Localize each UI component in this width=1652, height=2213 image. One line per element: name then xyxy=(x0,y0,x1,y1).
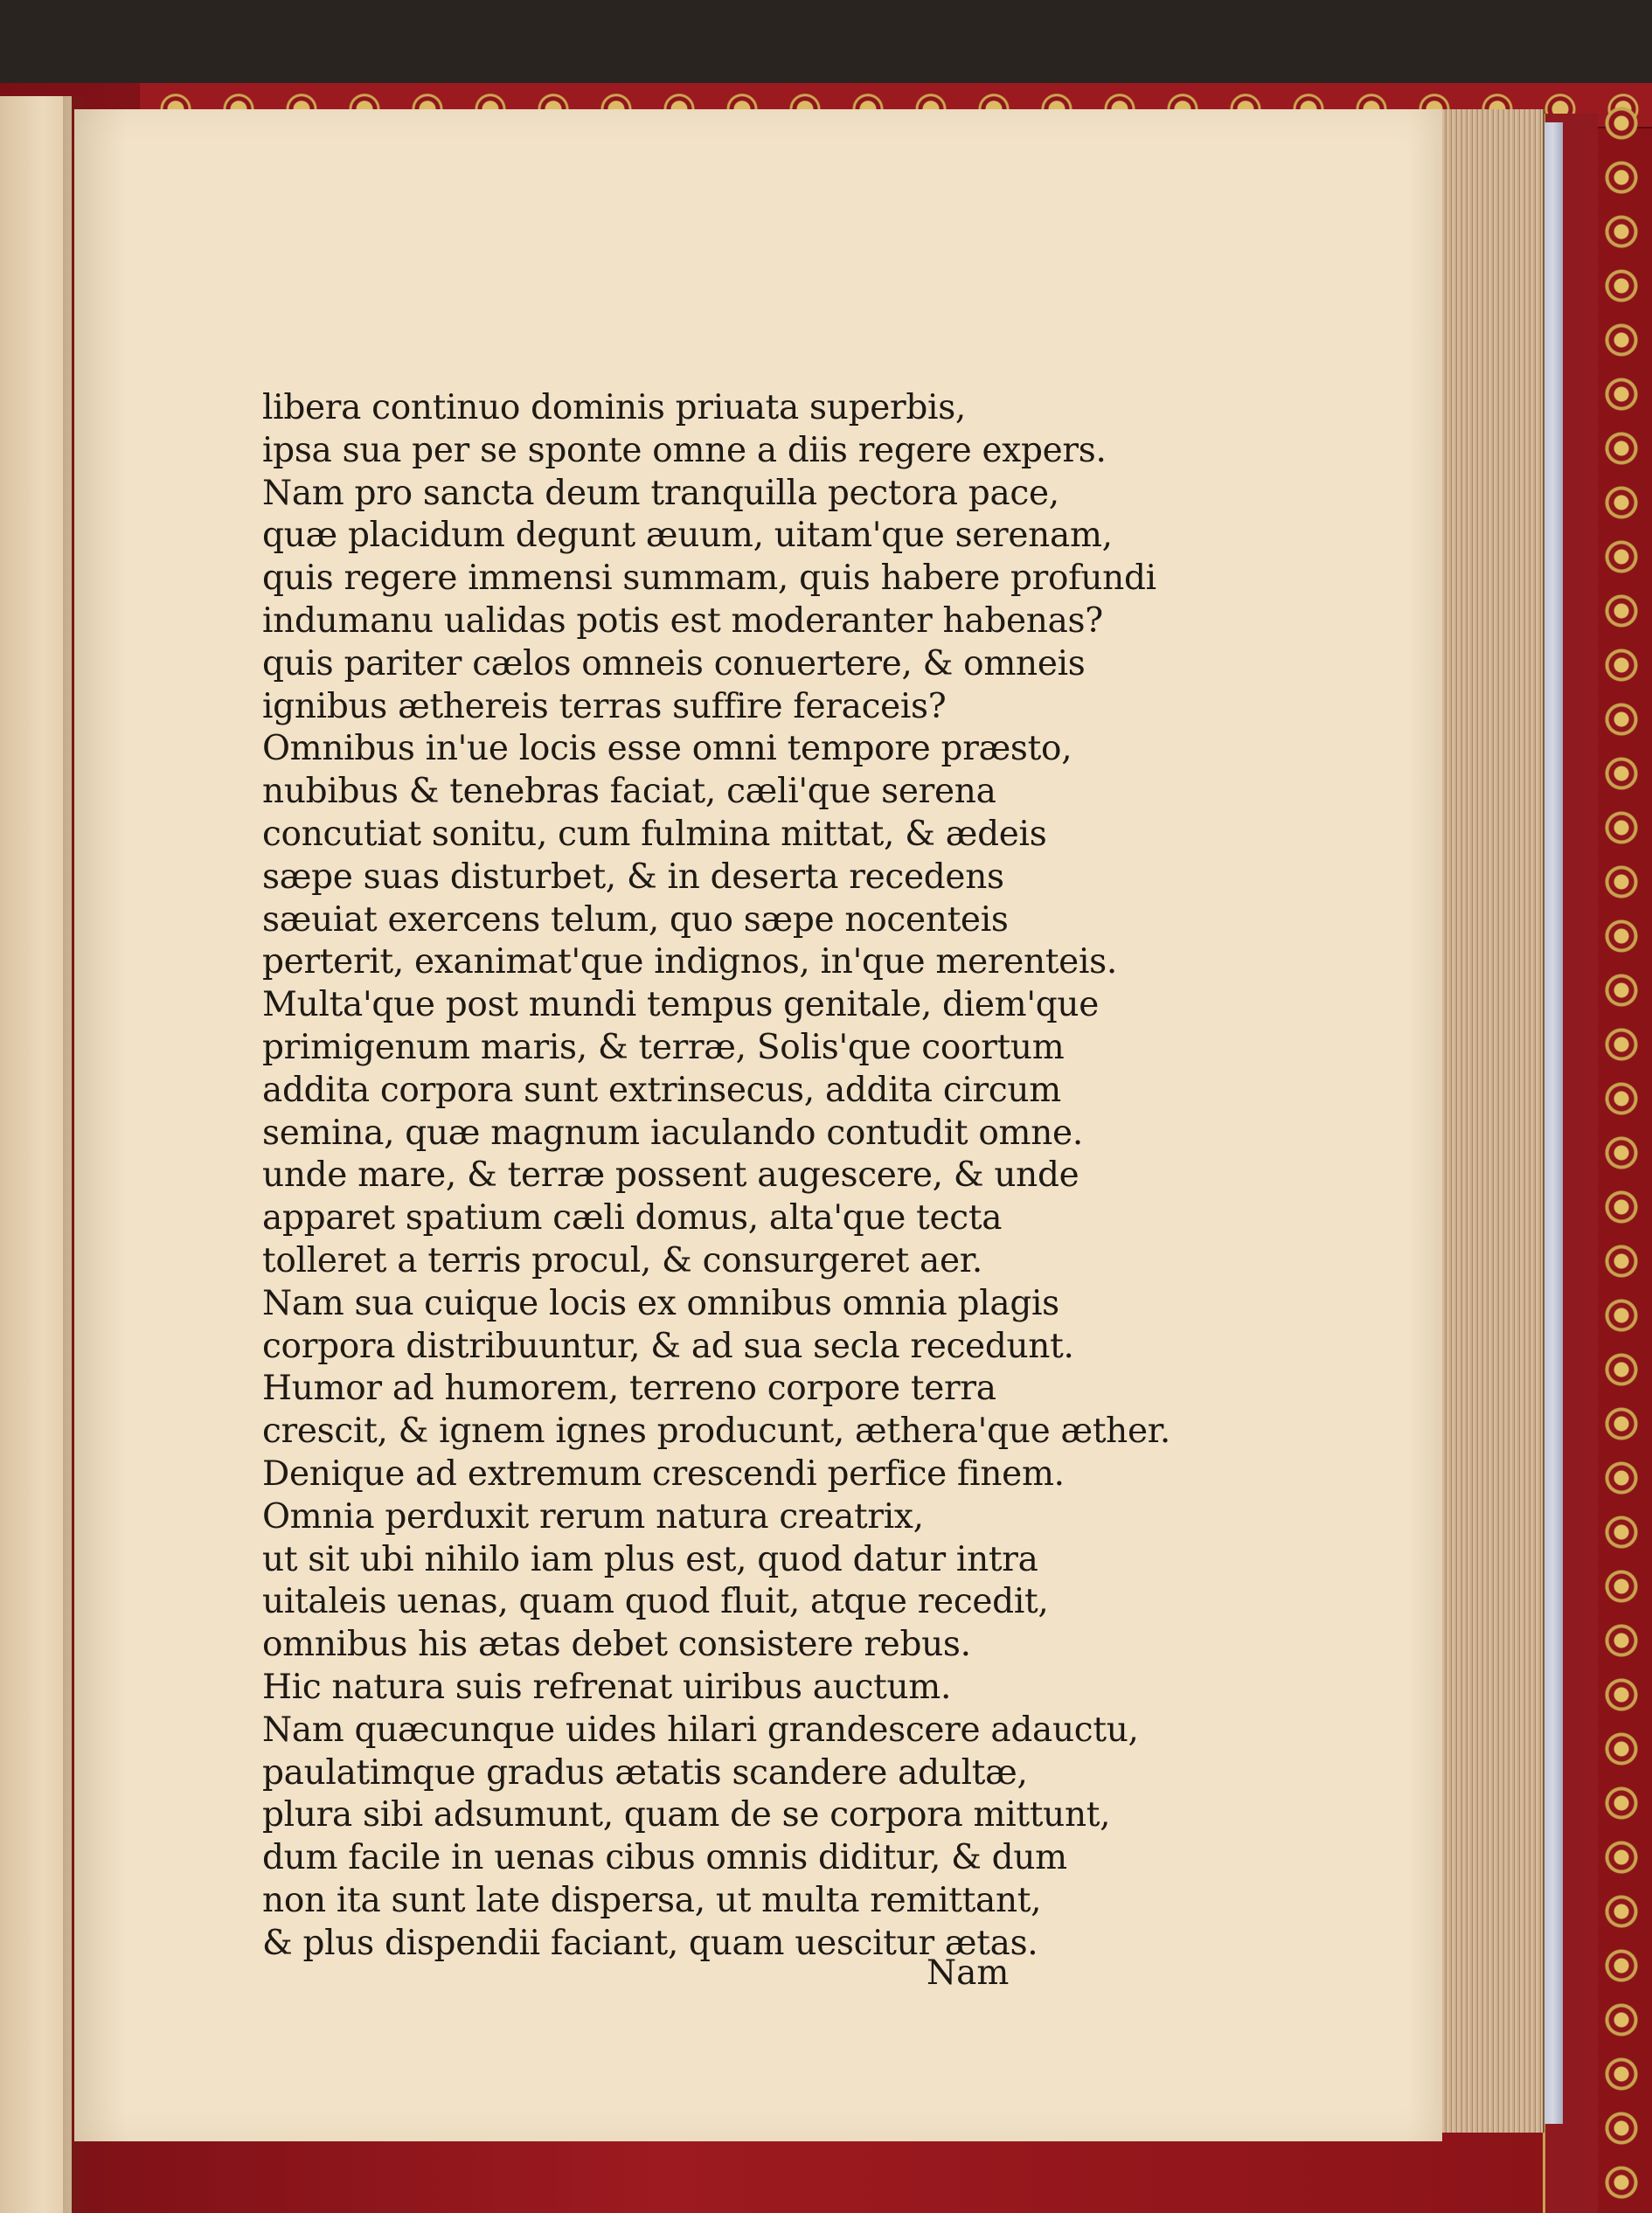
verse-line: indumanu ualidas potis est moderanter habenas? xyxy=(262,600,1103,641)
verse-line: sæpe suas disturbet, & in deserta recedens xyxy=(262,857,1004,897)
printed-page xyxy=(74,109,1442,2141)
verse-line: addita corpora sunt extrinsecus, addita circum xyxy=(262,1070,1061,1110)
page-edges xyxy=(1433,109,1544,2133)
verse-line: corpora distribuuntur, & ad sua secla recedunt. xyxy=(262,1326,1074,1366)
verse-line: Hic natura suis refrenat uiribus auctum. xyxy=(262,1667,952,1707)
verse-line: Nam sua cuique locis ex omnibus omnia plagis xyxy=(262,1283,1059,1323)
verse-line: apparet spatium cæli domus, alta'que tecta xyxy=(262,1198,1003,1238)
catchword: Nam xyxy=(927,1953,1010,1993)
verse-line: quis regere immensi summam, quis habere profundi xyxy=(262,558,1156,599)
verse-line: Nam pro sancta deum tranquilla pectora pace, xyxy=(262,473,1059,513)
verse-line: Humor ad humorem, terreno corpore terra xyxy=(262,1369,996,1409)
verse-line: paulatimque gradus ætatis scandere adultæ, xyxy=(262,1752,1028,1793)
verse-text-block xyxy=(262,387,1189,1965)
verse-line: non ita sunt late dispersa, ut multa remittant, xyxy=(262,1880,1042,1920)
verse-line: sæuiat exercens telum, quo sæpe nocenteis xyxy=(262,899,1009,940)
verse-line: ipsa sua per se sponte omne a diis regere expers. xyxy=(262,430,1107,470)
verse-line: Omnia perduxit rerum natura creatrix, xyxy=(262,1496,924,1537)
verse-line: concutiat sonitu, cum fulmina mittat, & ædeis xyxy=(262,814,1047,854)
verse-line: ignibus æthereis terras suffire feraceis? xyxy=(262,686,947,726)
verse-line: Omnibus in'ue locis esse omni tempore præsto, xyxy=(262,729,1072,769)
verse-line: Nam quæcunque uides hilari grandescere adauctu, xyxy=(262,1710,1139,1750)
verse-line: unde mare, & terræ possent augescere, & unde xyxy=(262,1155,1079,1196)
verse-line: quæ placidum degunt æuum, uitam'que serenam, xyxy=(262,516,1113,556)
verse-line: quis pariter cælos omneis conuertere, & omneis xyxy=(262,643,1086,683)
verse-line: libera continuo dominis priuata superbis, xyxy=(262,388,967,427)
verse-line: perterit, exanimat'que indignos, in'que merenteis. xyxy=(262,942,1117,982)
verse-line: primigenum maris, & terræ, Solis'que coortum xyxy=(262,1027,1065,1067)
verse-line: Multa'que post mundi tempus genitale, diem'que xyxy=(262,985,1100,1025)
verse-line: uitaleis uenas, quam quod fluit, atque recedit, xyxy=(262,1582,1049,1622)
verse-line: nubibus & tenebras faciat, cæli'que serena xyxy=(262,772,996,812)
verse-line: tolleret a terris procul, & consurgeret aer. xyxy=(262,1240,982,1280)
verse-line: plura sibi adsumunt, quam de se corpora mittunt, xyxy=(262,1795,1111,1835)
verse-line: omnibus his ætas debet consistere rebus. xyxy=(262,1625,971,1665)
verse-line: & plus dispendii faciant, quam uescitur ætas. xyxy=(262,1923,1038,1963)
verse-line: Denique ad extremum crescendi perfice finem. xyxy=(262,1453,1065,1494)
verse-line: dum facile in uenas cibus omnis diditur, & dum xyxy=(262,1838,1067,1878)
left-facing-page xyxy=(0,96,72,2213)
gilt-border-right xyxy=(1595,96,1648,2211)
verse-line: ut sit ubi nihilo iam plus est, quod datur intra xyxy=(262,1539,1038,1579)
verse-line: crescit, & ignem ignes producunt, æthera'que æther. xyxy=(262,1412,1170,1452)
verse-line: semina, quæ magnum iaculando contudit omne. xyxy=(262,1113,1083,1153)
